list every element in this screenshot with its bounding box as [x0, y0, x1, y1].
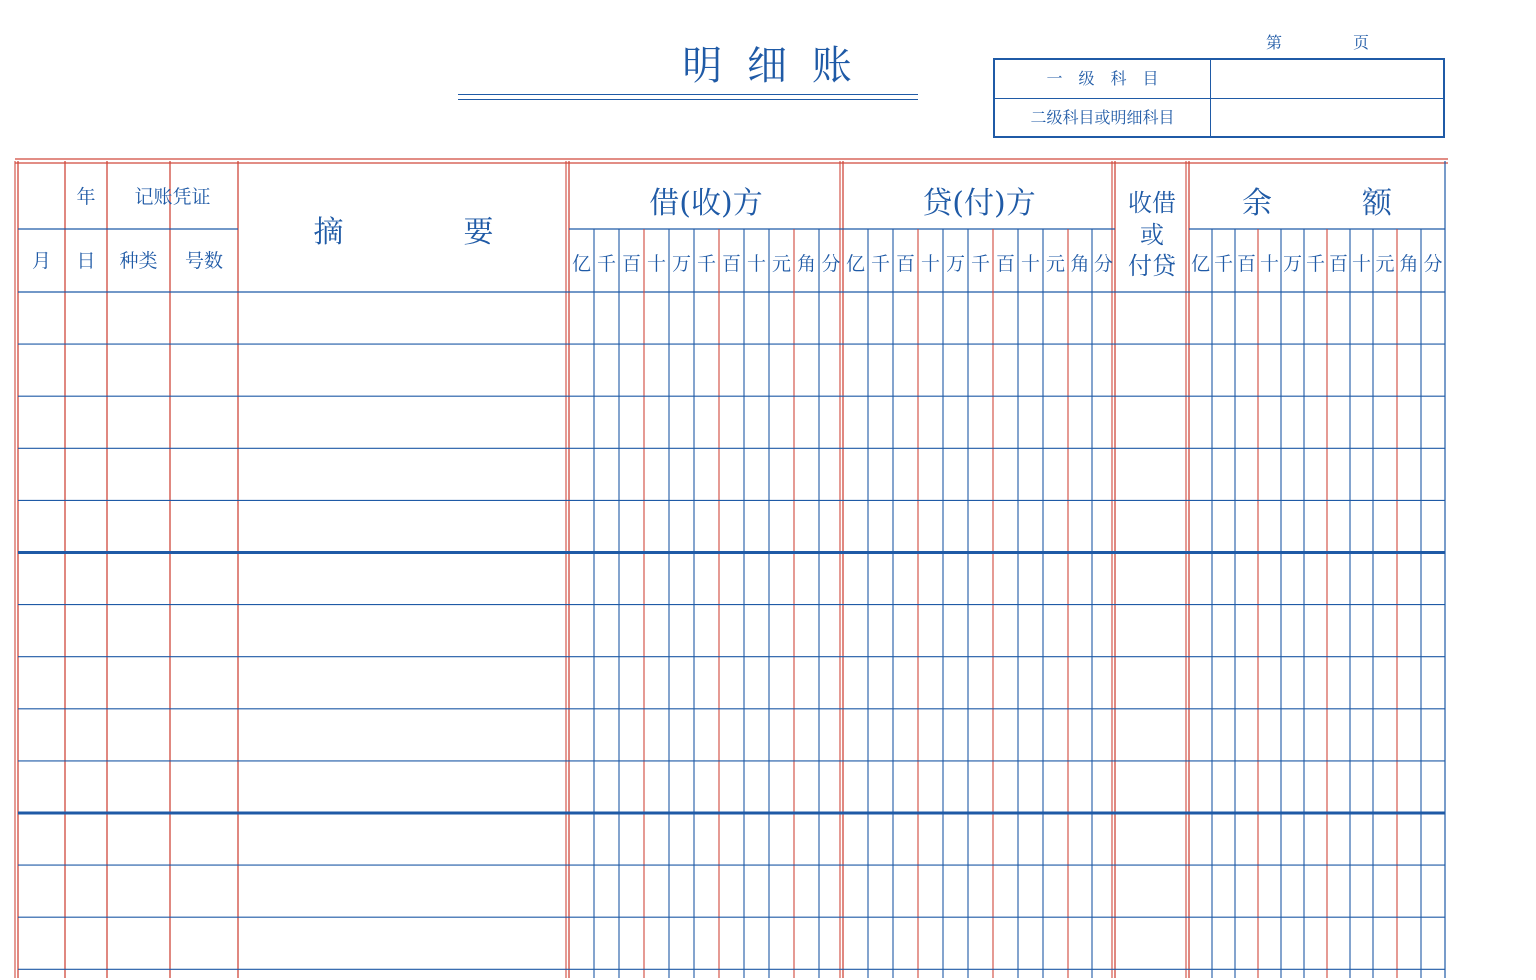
credit-amount-cell[interactable]	[845, 918, 1113, 969]
ledger-row	[18, 918, 1445, 969]
ledger-row	[18, 866, 1445, 917]
credit-amount-cell[interactable]	[845, 606, 1113, 657]
voucher-type-cell[interactable]	[109, 658, 168, 709]
debit-amount-cell[interactable]	[571, 293, 841, 344]
voucher-type-header: 种类	[119, 250, 158, 272]
direction-cell[interactable]	[1117, 345, 1187, 396]
summary-cell[interactable]	[240, 814, 567, 865]
voucher-type-cell[interactable]	[109, 501, 168, 552]
month-cell[interactable]	[20, 501, 63, 552]
direction-header-bottom: 付贷	[1128, 252, 1176, 280]
summary-cell[interactable]	[240, 554, 567, 605]
balance-digit-label: 分	[1423, 253, 1443, 275]
credit-digit-label: 分	[1093, 253, 1113, 275]
month-cell[interactable]	[20, 554, 63, 605]
month-cell[interactable]	[20, 710, 63, 761]
month-cell[interactable]	[20, 814, 63, 865]
balance-amount-cell[interactable]	[1191, 449, 1443, 500]
balance-amount-cell[interactable]	[1191, 397, 1443, 448]
summary-cell[interactable]	[240, 293, 567, 344]
summary-cell[interactable]	[240, 658, 567, 709]
balance-amount-cell[interactable]	[1191, 554, 1443, 605]
balance-amount-cell[interactable]	[1191, 710, 1443, 761]
credit-digit-label: 十	[920, 253, 940, 275]
month-cell[interactable]	[20, 918, 63, 969]
debit-amount-cell[interactable]	[571, 814, 841, 865]
ledger-row	[18, 710, 1445, 761]
balance-amount-cell[interactable]	[1191, 293, 1443, 344]
balance-digit-label: 十	[1259, 253, 1279, 275]
debit-digit-label: 百	[621, 253, 641, 275]
month-cell[interactable]	[20, 397, 63, 448]
credit-amount-cell[interactable]	[845, 501, 1113, 552]
debit-amount-cell[interactable]	[571, 866, 841, 917]
credit-digit-label: 百	[895, 253, 915, 275]
voucher-number-cell[interactable]	[172, 449, 236, 500]
debit-amount-cell[interactable]	[571, 658, 841, 709]
credit-amount-cell[interactable]	[845, 866, 1113, 917]
balance-amount-cell[interactable]	[1191, 866, 1443, 917]
voucher-type-cell[interactable]	[109, 814, 168, 865]
credit-digit-label: 千	[970, 253, 990, 275]
voucher-number-cell[interactable]	[172, 606, 236, 657]
debit-amount-cell[interactable]	[571, 710, 841, 761]
voucher-type-cell[interactable]	[109, 293, 168, 344]
day-header: 日	[76, 250, 96, 272]
balance-digit-label: 千	[1213, 253, 1233, 275]
credit-amount-cell[interactable]	[845, 762, 1113, 813]
page-prefix-label: 第	[1266, 33, 1283, 52]
voucher-number-cell[interactable]	[172, 918, 236, 969]
balance-digit-label: 百	[1236, 253, 1256, 275]
direction-cell[interactable]	[1117, 449, 1187, 500]
ledger-row	[18, 449, 1445, 500]
month-cell[interactable]	[20, 658, 63, 709]
voucher-type-cell[interactable]	[109, 918, 168, 969]
direction-header-top: 收借	[1128, 189, 1176, 217]
ledger-row	[18, 293, 1445, 344]
debit-digit-label: 元	[771, 253, 791, 275]
summary-cell[interactable]	[240, 606, 567, 657]
day-cell[interactable]	[67, 501, 105, 552]
month-cell[interactable]	[20, 606, 63, 657]
voucher-number-cell[interactable]	[172, 554, 236, 605]
debit-amount-cell[interactable]	[571, 918, 841, 969]
day-cell[interactable]	[67, 397, 105, 448]
voucher-type-cell[interactable]	[109, 710, 168, 761]
month-cell[interactable]	[20, 449, 63, 500]
ledger-row	[18, 345, 1445, 396]
balance-amount-cell[interactable]	[1191, 606, 1443, 657]
month-cell[interactable]	[20, 762, 63, 813]
year-header: 年	[76, 186, 96, 208]
credit-amount-cell[interactable]	[845, 449, 1113, 500]
ledger-row	[18, 606, 1445, 657]
balance-digit-label: 百	[1328, 253, 1348, 275]
month-cell[interactable]	[20, 345, 63, 396]
credit-digit-label: 元	[1045, 253, 1065, 275]
direction-cell[interactable]	[1117, 554, 1187, 605]
debit-digit-label: 千	[596, 253, 616, 275]
direction-header-mid: 或	[1140, 221, 1164, 249]
summary-cell[interactable]	[240, 345, 567, 396]
balance-amount-cell[interactable]	[1191, 501, 1443, 552]
summary-cell[interactable]	[240, 397, 567, 448]
voucher-header: 记账凭证	[134, 186, 211, 208]
debit-amount-cell[interactable]	[571, 554, 841, 605]
voucher-number-cell[interactable]	[172, 710, 236, 761]
credit-digit-label: 百	[995, 253, 1015, 275]
voucher-type-cell[interactable]	[109, 554, 168, 605]
direction-cell[interactable]	[1117, 762, 1187, 813]
voucher-number-header: 号数	[184, 250, 223, 272]
summary-cell[interactable]	[240, 866, 567, 917]
day-cell[interactable]	[67, 293, 105, 344]
direction-cell[interactable]	[1117, 397, 1187, 448]
primary-subject-label: 一 级 科 目	[1046, 69, 1159, 88]
voucher-type-cell[interactable]	[109, 397, 168, 448]
debit-amount-cell[interactable]	[571, 606, 841, 657]
balance-header: 余 额	[1242, 186, 1392, 221]
summary-cell[interactable]	[240, 918, 567, 969]
month-cell[interactable]	[20, 866, 63, 917]
page-suffix-label: 页	[1353, 33, 1370, 52]
debit-digit-label: 百	[721, 253, 741, 275]
credit-amount-cell[interactable]	[845, 293, 1113, 344]
debit-amount-cell[interactable]	[571, 501, 841, 552]
debit-amount-cell[interactable]	[571, 449, 841, 500]
credit-amount-cell[interactable]	[845, 658, 1113, 709]
summary-cell[interactable]	[240, 449, 567, 500]
debit-amount-cell[interactable]	[571, 762, 841, 813]
voucher-type-cell[interactable]	[109, 449, 168, 500]
debit-header: 借(收)方	[649, 186, 763, 221]
direction-cell[interactable]	[1117, 606, 1187, 657]
summary-cell[interactable]	[240, 501, 567, 552]
voucher-type-cell[interactable]	[109, 762, 168, 813]
summary-cell[interactable]	[240, 762, 567, 813]
direction-cell[interactable]	[1117, 710, 1187, 761]
day-cell[interactable]	[67, 449, 105, 500]
day-cell[interactable]	[67, 658, 105, 709]
balance-digit-label: 十	[1351, 253, 1371, 275]
credit-header: 贷(付)方	[922, 186, 1036, 221]
voucher-type-cell[interactable]	[109, 345, 168, 396]
credit-digit-label: 千	[870, 253, 890, 275]
day-cell[interactable]	[67, 606, 105, 657]
credit-digit-label: 角	[1070, 253, 1090, 275]
balance-amount-cell[interactable]	[1191, 658, 1443, 709]
credit-amount-cell[interactable]	[845, 814, 1113, 865]
ledger-row	[18, 814, 1445, 865]
ledger-row	[18, 397, 1445, 448]
balance-amount-cell[interactable]	[1191, 762, 1443, 813]
credit-amount-cell[interactable]	[845, 554, 1113, 605]
debit-digit-label: 亿	[571, 253, 591, 275]
voucher-number-cell[interactable]	[172, 501, 236, 552]
debit-digit-label: 十	[746, 253, 766, 275]
voucher-type-cell[interactable]	[109, 866, 168, 917]
voucher-number-cell[interactable]	[172, 866, 236, 917]
credit-amount-cell[interactable]	[845, 710, 1113, 761]
balance-amount-cell[interactable]	[1191, 345, 1443, 396]
debit-digit-label: 十	[646, 253, 666, 275]
day-cell[interactable]	[67, 554, 105, 605]
debit-amount-cell[interactable]	[571, 397, 841, 448]
debit-digit-label: 万	[671, 253, 691, 275]
balance-digit-label: 千	[1305, 253, 1325, 275]
ledger-row	[18, 762, 1445, 813]
direction-cell[interactable]	[1117, 918, 1187, 969]
voucher-type-cell[interactable]	[109, 606, 168, 657]
direction-cell[interactable]	[1117, 501, 1187, 552]
balance-digit-label: 亿	[1190, 253, 1210, 275]
secondary-subject-label: 二级科目或明细科目	[1030, 108, 1175, 127]
balance-amount-cell[interactable]	[1191, 918, 1443, 969]
day-cell[interactable]	[67, 710, 105, 761]
debit-digit-label: 分	[821, 253, 841, 275]
voucher-number-cell[interactable]	[172, 293, 236, 344]
voucher-number-cell[interactable]	[172, 397, 236, 448]
direction-cell[interactable]	[1117, 658, 1187, 709]
day-cell[interactable]	[67, 814, 105, 865]
debit-amount-cell[interactable]	[571, 345, 841, 396]
ledger-title: 明 细 账	[682, 43, 858, 89]
direction-cell[interactable]	[1117, 814, 1187, 865]
direction-cell[interactable]	[1117, 293, 1187, 344]
voucher-number-cell[interactable]	[172, 658, 236, 709]
balance-digit-label: 万	[1282, 253, 1302, 275]
credit-digit-label: 亿	[845, 253, 865, 275]
summary-cell[interactable]	[240, 710, 567, 761]
day-cell[interactable]	[67, 918, 105, 969]
balance-amount-cell[interactable]	[1191, 814, 1443, 865]
month-header: 月	[31, 250, 51, 272]
day-cell[interactable]	[67, 762, 105, 813]
ledger-row	[18, 658, 1445, 709]
credit-digit-label: 十	[1020, 253, 1040, 275]
balance-digit-label: 元	[1375, 253, 1395, 275]
voucher-number-cell[interactable]	[172, 762, 236, 813]
month-cell[interactable]	[20, 293, 63, 344]
credit-amount-cell[interactable]	[845, 397, 1113, 448]
debit-digit-label: 角	[796, 253, 816, 275]
ledger-row	[18, 501, 1445, 552]
voucher-number-cell[interactable]	[172, 345, 236, 396]
debit-digit-label: 千	[696, 253, 716, 275]
summary-header: 摘 要	[313, 215, 494, 250]
ledger-row	[18, 554, 1445, 605]
day-cell[interactable]	[67, 866, 105, 917]
balance-digit-label: 角	[1399, 253, 1419, 275]
credit-digit-label: 万	[945, 253, 965, 275]
credit-amount-cell[interactable]	[845, 345, 1113, 396]
direction-cell[interactable]	[1117, 866, 1187, 917]
voucher-number-cell[interactable]	[172, 814, 236, 865]
day-cell[interactable]	[67, 345, 105, 396]
